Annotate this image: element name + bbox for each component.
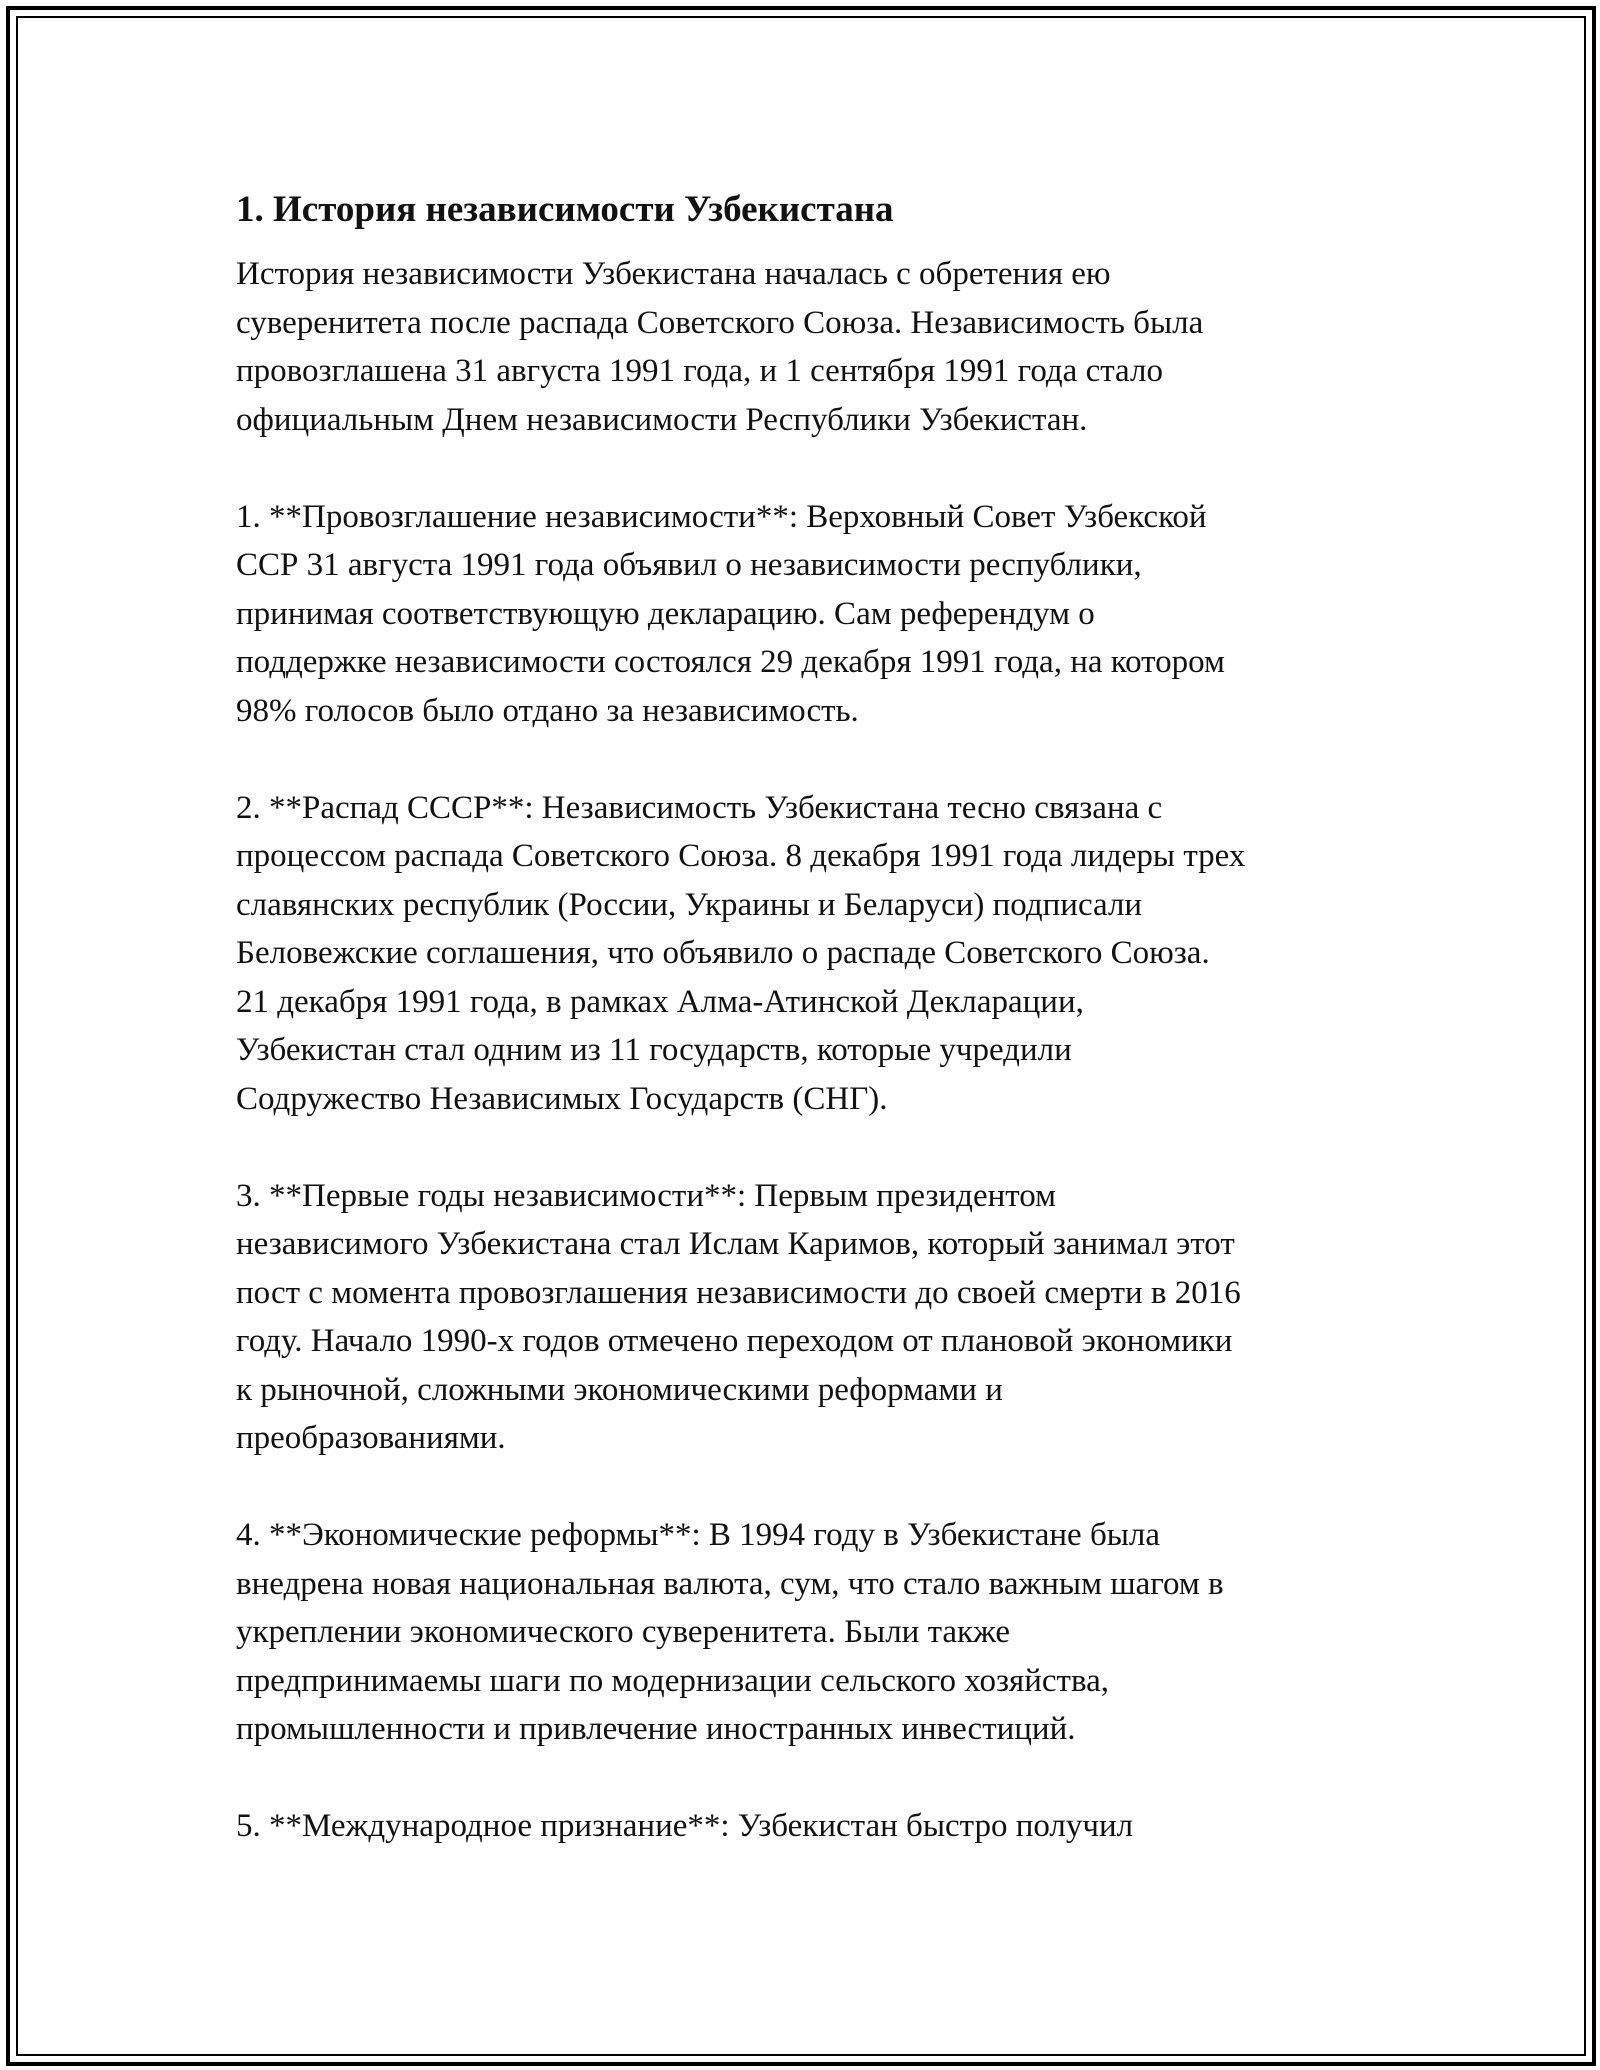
document-body: [236, 186, 1386, 1899]
document-heading: 1. История независимости Узбекистана: [236, 189, 894, 230]
intro-paragraph: История независимости Узбекистана началась с обретения ею суверенитета после распада Советского Союза. Независимость была провозглашена 31 августа 1991 года, и 1 сентября 1991 года стало официальным Днем независимости Республики Узбекистан.: [236, 256, 1204, 438]
list-item-ussr-collapse: 2. **Распад СССР**: Независимость Узбекистана тесно связана с процессом распада Советского Союза. 8 декабря 1991 года лидеры трех славянских республик (России, Украины и Беларуси) подписали Беловежские соглашения, что объявило о распаде Советского Союза. 21 декабря 1991 года, в рамках Алма-Атинской Декларации, Узбекистан стал одним из 11 государств, которые учредили Содружество Независимых Государств (СНГ).: [236, 789, 1246, 1117]
list-item-declaration: 1. **Провозглашение независимости**: Верховный Совет Узбекской ССР 31 августа 1991 года объявил о независимости республики, принимая соответствующую декларацию. Сам референдум о поддержке независимости состоялся 29 декабря 1991 года, на котором 98% голосов было отдано за независимость.: [236, 498, 1225, 729]
list-item-first-years: 3. **Первые годы независимости**: Первым президентом независимого Узбекистана стал Ислам Каримов, который занимал этот пост с момента провозглашения независимости до своей смерти в 2016 году. Начало 1990-х годов отмечено переходом от плановой экономики к рыночной, сложными экономическими реформами и преобразованиями.: [236, 1177, 1241, 1456]
list-item-economic-reforms: 4. **Экономические реформы**: В 1994 году в Узбекистане была внедрена новая национальная валюта, сум, что стало важным шагом в укреплении экономического суверенитета. Были также предпринимаемы шаги по модернизации сельского хозяйства, промышленности и привлечение иностранных инвестиций.: [236, 1517, 1224, 1747]
list-item-international-recognition: 5. **Международное признание**: Узбекистан быстро получил: [236, 1808, 1134, 1844]
